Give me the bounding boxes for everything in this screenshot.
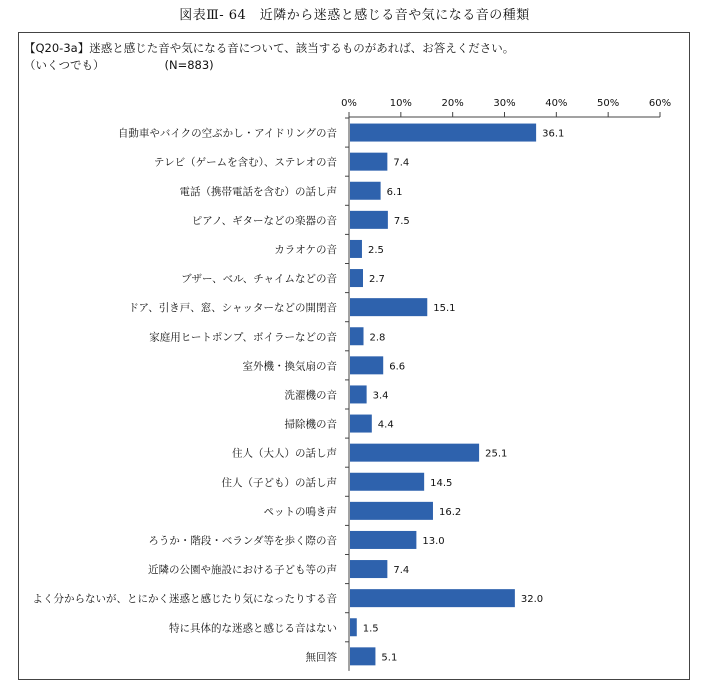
category-label: 電話（携帯電話を含む）の話し声 <box>179 185 337 198</box>
value-label: 5.1 <box>381 652 398 664</box>
value-label: 25.1 <box>485 448 508 460</box>
category-label: よく分からないが、とにかく迷惑と感じたり気になったりする音 <box>32 593 337 606</box>
value-label: 7.4 <box>393 565 410 577</box>
value-label: 7.4 <box>393 157 410 169</box>
bar <box>350 385 367 403</box>
category-label: ブザー、ベル、チャイムなどの音 <box>181 273 337 286</box>
value-label: 36.1 <box>542 128 565 140</box>
bar <box>350 589 515 607</box>
bar <box>350 211 388 229</box>
bar <box>350 269 363 287</box>
category-label: 家庭用ヒートポンプ、ボイラーなどの音 <box>149 331 337 344</box>
category-label: 自動車やバイクの空ぶかし・アイドリングの音 <box>117 127 337 140</box>
bar <box>350 298 427 316</box>
value-label: 3.4 <box>372 390 389 402</box>
value-label: 16.2 <box>438 506 462 518</box>
figure-title: 図表Ⅲ- 64 近隣から迷惑と感じる音や気になる音の種類 <box>179 8 530 23</box>
x-tick-label: 40% <box>545 98 568 109</box>
bar <box>350 647 375 665</box>
bar <box>350 473 424 491</box>
bar <box>350 531 416 549</box>
category-label: テレビ（ゲームを含む）、ステレオの音 <box>153 156 337 169</box>
value-label: 2.7 <box>368 274 385 286</box>
question-text: 【Q20-3a】迷惑と感じた音や気になる音について、該当するものがあれば、お答えください。 <box>24 41 515 55</box>
category-label: 住人（子ども）の話し声 <box>221 476 337 489</box>
value-label: 7.5 <box>393 215 410 227</box>
category-label: 掃除機の音 <box>284 418 337 431</box>
bar <box>350 182 381 200</box>
category-label: 近隣の公園や施設における子ども等の声 <box>148 564 337 577</box>
question-note: （いくつでも） <box>24 58 105 72</box>
value-label: 6.1 <box>386 186 403 198</box>
category-label: 無回答 <box>305 651 337 664</box>
value-label: 2.8 <box>369 332 386 344</box>
bar <box>350 153 387 171</box>
value-label: 1.5 <box>362 623 379 635</box>
bar <box>350 356 383 374</box>
sample-size: (N=883) <box>164 58 214 72</box>
x-tick-label: 10% <box>389 98 412 109</box>
x-tick-label: 30% <box>493 98 516 109</box>
bar <box>350 618 357 636</box>
bar <box>350 502 433 520</box>
value-label: 6.6 <box>389 361 406 373</box>
bar <box>350 444 479 462</box>
category-label: 室外機・換気扇の音 <box>242 360 337 373</box>
category-label: 洗濯機の音 <box>284 389 337 402</box>
bar <box>350 124 536 142</box>
value-label: 14.5 <box>430 477 453 489</box>
category-label: ドア、引き戸、窓、シャッターなどの開閉音 <box>128 302 337 315</box>
x-tick-label: 0% <box>341 98 357 109</box>
value-label: 13.0 <box>422 535 445 547</box>
value-label: 32.0 <box>520 594 544 606</box>
category-label: 特に具体的な迷惑と感じる音はない <box>169 622 337 635</box>
x-tick-label: 60% <box>648 98 672 109</box>
value-label: 2.5 <box>367 244 384 256</box>
category-label: カラオケの音 <box>274 243 337 256</box>
bar <box>350 240 362 258</box>
bar <box>350 560 387 578</box>
value-label: 4.4 <box>377 419 394 431</box>
x-tick-label: 50% <box>597 98 620 109</box>
bar <box>350 327 364 345</box>
bar <box>350 415 372 433</box>
value-label: 15.1 <box>433 303 456 315</box>
category-label: ペットの鳴き声 <box>263 505 337 518</box>
x-tick-label: 20% <box>441 98 464 109</box>
category-label: ろうか・階段・ベランダ等を歩く際の音 <box>148 534 337 547</box>
category-label: 住人（大人）の話し声 <box>232 447 337 460</box>
category-label: ピアノ、ギターなどの楽器の音 <box>191 214 337 227</box>
